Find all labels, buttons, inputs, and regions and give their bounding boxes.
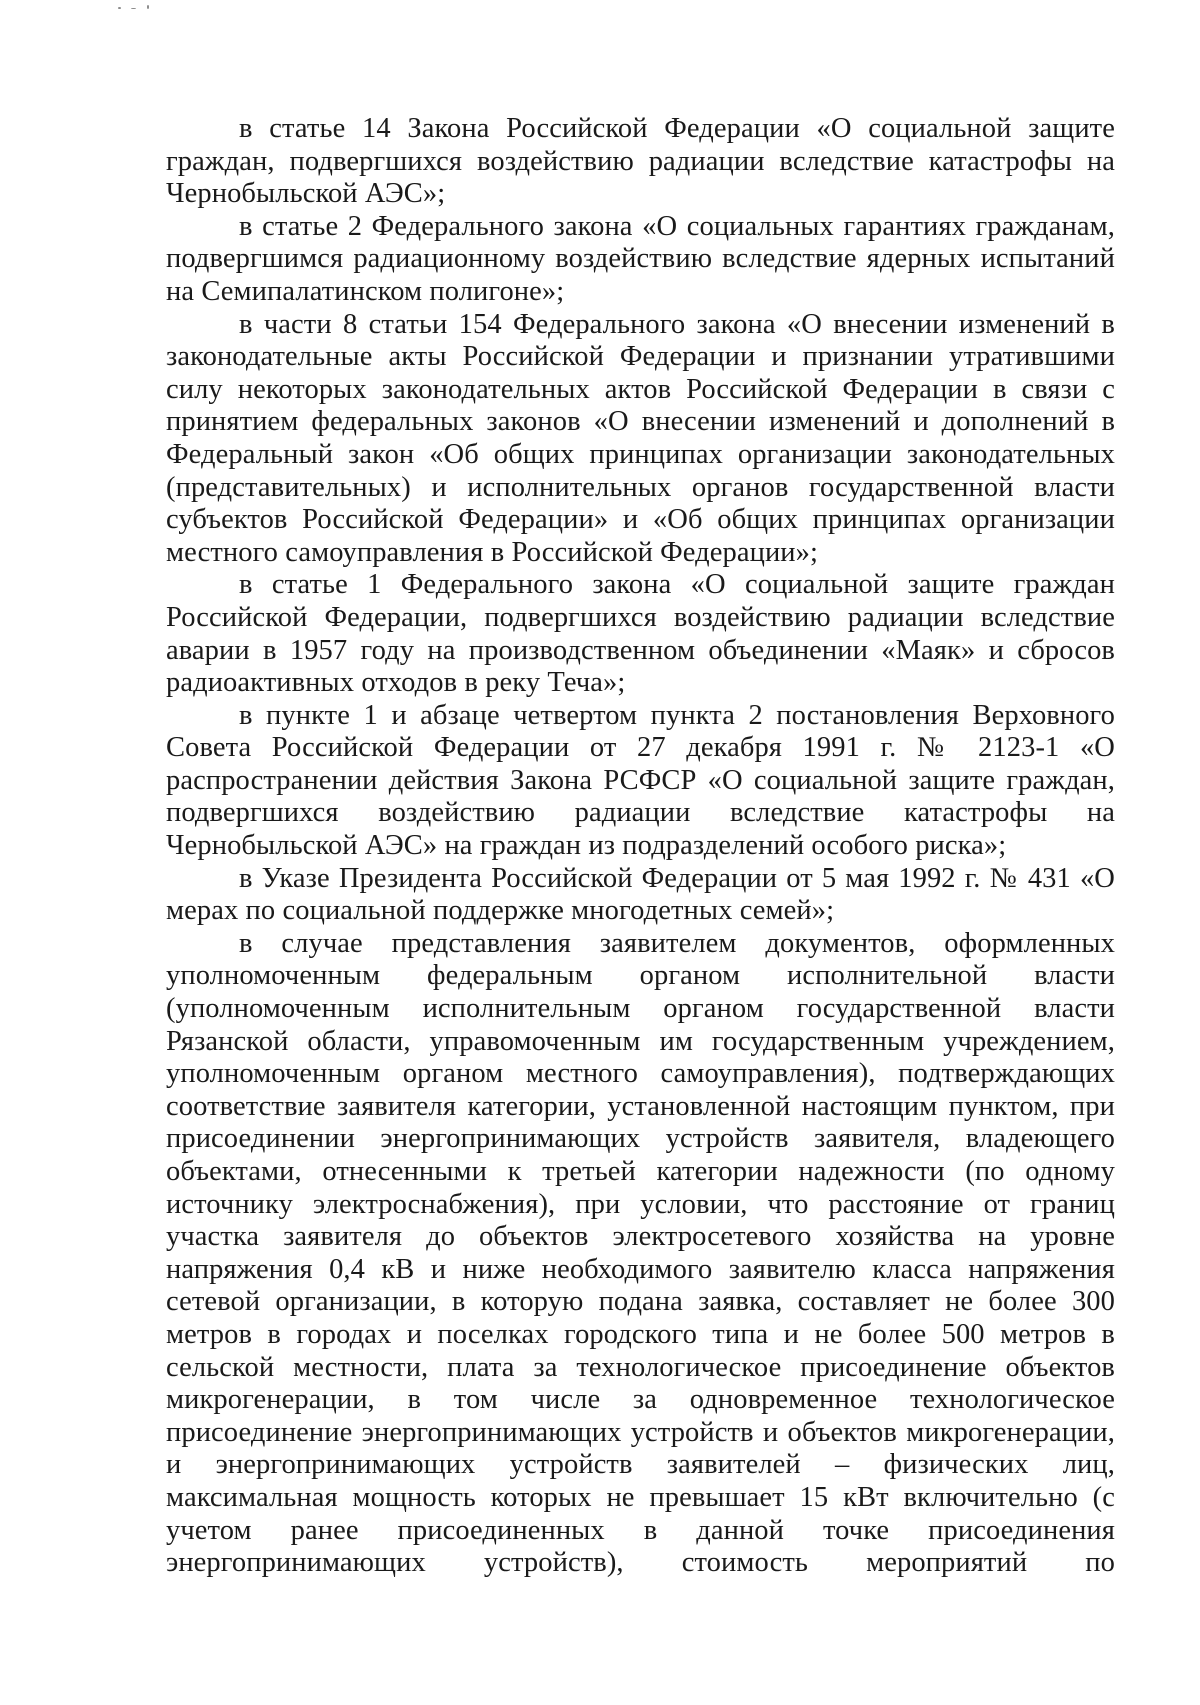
document-body — [166, 113, 1115, 1580]
paragraph-mayak-law: в статье 1 Федерального закона «О социальной защите граждан Российской Федерации, подвергшихся воздействию радиации вследствие аварии в 1957 году на производственном объединении «Маяк» и сбросов радиоактивных отходов в реку Теча»; — [166, 569, 1115, 699]
paragraph-semipalatinsk-law: в статье 2 Федерального закона «О социальных гарантиях гражданам, подвергшимся радиационному воздействию вследствие ядерных испытаний на Семипалатинском полигоне»; — [166, 210, 1115, 307]
paragraph-article-154: в части 8 статьи 154 Федерального закона «О внесении изменений в законодательные акты Российской Федерации и признании утратившими силу некоторых законодательных актов Российской Федерации в связи с принятием федеральных законов «О внесении изменений и дополнений в Федеральный закон «Об общих принципах организации законодательных (представительных) и исполнительных органов государственной власти субъектов Российской Федерации» и «Об общих принципах организации местного самоуправления в Российской Федерации»; — [166, 308, 1115, 568]
paragraph-presidential-decree: в Указе Президента Российской Федерации от 5 мая 1992 г. № 431 «О мерах по социальной поддержке многодетных семей»; — [166, 862, 1115, 927]
paragraph-supreme-council-resolution: в пункте 1 и абзаце четвертом пункта 2 постановления Верховного Совета Российской Федерации от 27 декабря 1991 г. № 2123-1 «О распространении действия Закона РСФСР «О социальной защите граждан, подвергшихся воздействию радиации вследствие катастрофы на Чернобыльской АЭС» на граждан из подразделений особого риска»; — [166, 699, 1115, 862]
scan-speck — [147, 5, 149, 9]
scan-speck — [131, 8, 136, 9]
scan-speck — [118, 7, 121, 9]
paragraph-connection-fee: в случае представления заявителем документов, оформленных уполномоченным федеральным органом исполнительной власти (уполномоченным исполнительным органом государственной власти Рязанской области, управомоченным им государственным учреждением, уполномоченным органом местного самоуправления), подтверждающих соответствие заявителя категории, установленной настоящим пунктом, при присоединении энергопринимающих устройств заявителя, владеющего объектами, отнесенными к третьей категории надежности (по одному источнику электроснабжения), при условии, что расстояние от границ участка заявителя до объектов электросетевого хозяйства на уровне напряжения 0,4 кВ и ниже необходимого заявителю класса напряжения сетевой организации, в которую подана заявка, составляет не более 300 метров в городах и поселках городского типа и не более 500 метров в сельской местности, плата за технологическое присоединение объектов микрогенерации, в том числе за одновременное технологическое присоединение энергопринимающих устройств и объектов микрогенерации, и энергопринимающих устройств заявителей – физических лиц, максимальная мощность которых не превышает 15 кВт включительно (с учетом ранее присоединенных в данной точке присоединения энергопринимающих устройств), стоимость мероприятий по — [166, 927, 1115, 1579]
paragraph-chernobyl-law: в статье 14 Закона Российской Федерации «О социальной защите граждан, подвергшихся воздействию радиации вследствие катастрофы на Чернобыльской АЭС»; — [166, 113, 1115, 210]
